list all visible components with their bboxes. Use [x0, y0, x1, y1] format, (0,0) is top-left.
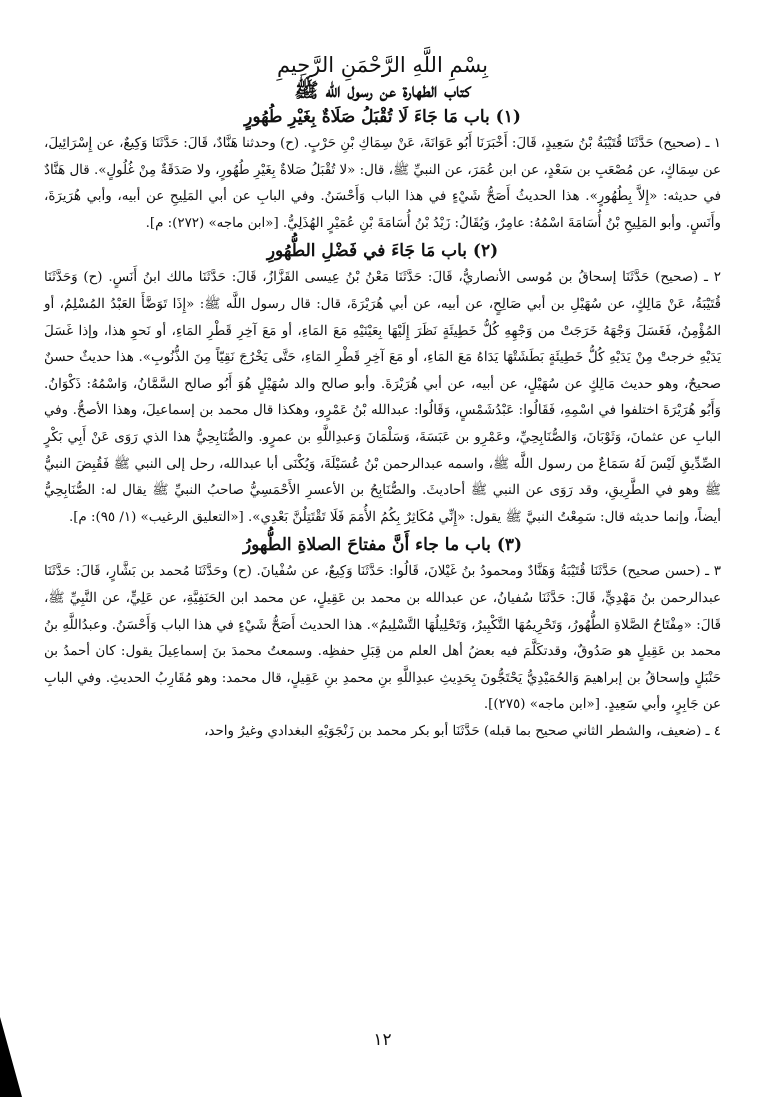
chapter-heading-3: (٣) باب ما جاء أَنَّ مفتاحَ الصلاةِ الطُّهورُ — [242, 535, 523, 556]
book-title: كتاب الطهارة عن رسول الله ﷺ — [294, 78, 471, 102]
document-page — [44, 52, 721, 1057]
hadith-paragraph-2: ٢ ـ (صحيح) حَدَّثَنَا إسحاقُ بن مُوسى الأنصاريُّ، قَالَ: حَدَّثَنَا مَعْنُ بْنُ عِيسى القَزَّازُ، قَالَ: حَدَّثَنَا مالك ابنُ أَنَسٍ. (ح) وَحَدَّثَنَا قُتَيْبَةُ، عَنْ مَالِكٍ، عن سُهَيْلِ بن أبي صَالِحٍ، عن أبيه، عن أبي هُرَيْرَةَ، قال: قال رسول اللَّه ﷺ: «إِذَا تَوَضَّأَ العَبْدُ المُسْلِمُ، أو المُؤْمِنُ، فَغَسَلَ وَجْهَهُ خَرَجَتْ من وَجْهِهِ كُلُّ خَطِيئَةٍ نَظَرَ إِلَيْهَا بِعَيْنَيْهِ مَعَ المَاءِ، أو مَعَ آخِرِ قَطْرِ المَاءِ، أو نَحوِ هذا، وإذا غَسَلَ يَدَيْهِ خرجتْ مِنْ يَدَيْهِ كُلُّ خَطِيئَةٍ بَطَشَتْهَا يَدَاهُ مَعَ المَاءِ، أو مَعَ آخِرِ قَطْرِ المَاءِ، حَتَّى يَخْرُجَ نَقِيّاً مِنَ الذُّنُوبِ». هذا حديثٌ حسنٌ صحيحٌ، وهو حديث مَالِكٍ عن سُهَيْلٍ، عن أبيه، عن أبي هُرَيْرَةَ. وأبو صالح والد سُهَيْلٍ هُوَ أَبُو صالح السَّمَّانُ، وَاسْمُهُ: ذَكْوَانُ. وَأَبُو هُرَيْرَةَ اختلفوا في اسْمِهِ، فَقَالُوا: عَبْدُشَمْسٍ، وَقَالُوا: عبدالله بْنُ عَمْرٍو، وهكذا قال محمد بن إسماعيلَ، وهذا الأصحُّ. وفي البابِ عن عثمانَ، وَثَوْبَانَ، وَالصُّنَابِحِيِّ، وعَمْرِو بن عَبَسَةَ، وَسَلْمَانَ وَعبدِاللَّهِ بن عمرٍو. والصُّنَابِحِيُّ هذا الذي رَوَى عَنْ أَبِي بَكْرٍ الصِّدِّيقِ لَيْسَ لَهُ سَمَاعٌ من رسول اللَّه ﷺ، واسمه عبدالرحمن بْنُ عُسَيْلَةَ، وَيُكْنَى أبا عبدالله، رحل إلى النبي ﷺ فَقُبِضَ النبيُّ ﷺ وهو في الطَّرِيقِ، وقد رَوَى عن النبي ﷺ أحاديثَ. والصُّنَابِحُ بن الأعسرِ الأَحْمَسِيُّ صاحبُ النبيِّ ﷺ يقال له: الصُّنَابِحِيُّ أيضاً، وإنما حديثه قال: سَمِعْتُ النبيَّ ﷺ يقول: «إِنِّي مُكَاثِرٌ بِكُمُ الأُمَمَ فَلَا تَقْتَتِلُنَّ بَعْدِي». [«التعليق الرغيب» (١/ ٩٥): م]. — [44, 270, 721, 525]
hadith-paragraph-4: ٤ ـ (ضعيف، والشطر الثاني صحيح بما قبله) حَدَّثَنَا أبو بكر محمد بن زَنْجَوَيْهِ البغدادي وغيرُ واحد، — [204, 723, 721, 739]
hadith-paragraph-1: ١ ـ (صحيح) حَدَّثَنَا قُتَيْبَةُ بْنُ سَعِيدٍ، قَالَ: أَخْبَرَنَا أَبُو عَوَانَةَ، عَنْ سِمَاكِ بْنِ حَرْبٍ. (ح) وحدثنا هَنَّادٌ، قَالَ: حَدَّثَنَا وَكِيعٌ، عن إِسْرَائِيلَ، عن سِمَاكٍ، عن مُصْعَبِ بن سَعْدٍ، عن ابن عُمَرَ، عن النبيِّ ﷺ، قال: «لا تُقْبَلُ صَلاةٌ بِغَيْرِ طُهُورٍ، ولا صَدَقَةٌ مِنْ غُلُولٍ». قال هَنَّادٌ في حديثه: «إِلاَّ بِطُهُورٍ». هذا الحديثُ أَصَحُّ شَيْءٍ في هذا الباب وَأَحْسَنُ. وفي البابِ عن أبي المَلِيحِ عن أبيه، وأبي هُرَيرَةَ، وأَنَسٍ. وأبو المَلِيحِ بْنُ أُسَامَةَ اسْمُهُ: عامِرٌ، وَيُقَالُ: زَيْدُ بْنُ أُسَامَةَ بْنِ عُمَيْرٍ الهُذَلِيُّ. [«ابن ماجه» (٢٧٢): م]. — [44, 136, 721, 231]
chapter-heading-2: (٢) باب مَا جَاءَ في فَضْلِ الطُّهُورِ — [266, 241, 499, 262]
corner-mark — [0, 1017, 22, 1097]
basmala: بِسْمِ اللَّهِ الرَّحْمَنِ الرَّحِيمِ — [276, 53, 489, 77]
chapter-heading-1: (١) باب مَا جَاءَ لَا تُقْبَلُ صَلَاةٌ بِغَيْرِ طُهُورٍ — [244, 107, 521, 127]
page-number: ١٢ — [373, 1030, 392, 1050]
hadith-paragraph-3: ٣ ـ (حسن صحيح) حَدَّثَنَا قُتَيْبَةُ وَهَنَّادٌ ومحمودُ بنُ غَيْلانَ، قَالُوا: حَدَّثَنَا وَكِيعٌ، عن سُفْيانَ. (ح) وحَدَّثَنَا مُحمد بن بَشَّارٍ، قَالَ: حَدَّثَنَا عبدالرحمن بنُ مَهْدِيٍّ، قَالَ: حَدَّثَنَا سُفيانُ، عن عبدالله بن محمد بن عَقِيلٍ، عن محمد ابن الحَنَفِيَّةِ، عن عَلِيٍّ، عن النَّبِيِّ ﷺ، قَالَ: «مِفْتَاحُ الصَّلاةِ الطُّهُورُ، وَتَحْرِيمُهَا التَّكْبِيرُ، وَتَحْلِيلُهَا التَّسْلِيمُ». هذا الحديث أَصَحُّ شَيْءٍ في هذا الباب وَأَحْسَنُ. وعبدُاللَّهِ بنُ محمد بن عَقِيلٍ هو صَدُوقٌ، وقدتكَلَّمَ فيه بعضُ أهل العلم من قِبَلِ حفظِه. وسمعتُ محمدَ بنَ إسماعِيلَ يقول: كان أحمدُ بن حَنْبَلٍ وإسحاقُ بن إبراهيمَ وَالحُمَيْدِيُّ يَحْتَجُّونَ بِحَدِيثِ عبدِاللَّهِ بنِ محمدِ بنِ عَقِيلٍ، قال محمد: وهو مُقَارِبُ الحديثِ. وفي البابِ عن جَابِرٍ، وأبي سَعِيدٍ. [«ابن ماجه» (٢٧٥)]. — [44, 564, 721, 713]
